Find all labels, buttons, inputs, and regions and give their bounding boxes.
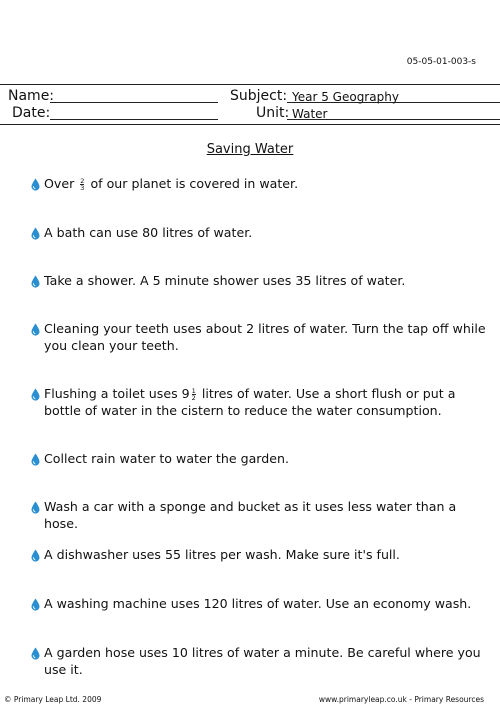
- fact-item: [30, 273, 490, 290]
- name-field[interactable]: [50, 102, 218, 103]
- fact-text: Collect rain water to water the garden.: [44, 451, 289, 466]
- subject-value: Year 5 Geography: [292, 90, 399, 104]
- header-bottom-rule: [0, 124, 500, 125]
- fact-item: [30, 499, 490, 532]
- water-drop-icon: [30, 453, 41, 466]
- fact-text: A washing machine uses 120 litres of water. Use an economy wash.: [44, 596, 472, 611]
- fact-item: [30, 386, 490, 419]
- water-drop-icon: [30, 647, 41, 660]
- header-top-rule: [0, 84, 500, 85]
- water-drop-icon: [30, 227, 41, 240]
- footer-website: www.primaryleap.co.uk - Primary Resources: [318, 695, 484, 704]
- fact-text: Wash a car with a sponge and bucket as it uses less water than a hose.: [44, 499, 457, 531]
- fact-item: [30, 321, 490, 354]
- fact-item: [30, 451, 490, 468]
- water-drop-icon: [30, 388, 41, 401]
- unit-value: Water: [292, 107, 328, 121]
- fact-text: Over $\frac{2}{3}$ of our planet is covered in water.: [44, 176, 299, 192]
- water-drop-icon: [30, 501, 41, 514]
- name-label: Name:: [8, 88, 55, 104]
- fact-text: A dishwasher uses 55 litres per wash. Make sure it's full.: [44, 547, 400, 562]
- footer-copyright: © Primary Leap Ltd. 2009: [4, 695, 102, 704]
- unit-label: Unit:: [256, 105, 290, 121]
- document-code: 05-05-01-003-s: [406, 57, 476, 67]
- subject-field: [287, 102, 500, 103]
- date-label: Date:: [12, 105, 51, 121]
- date-field[interactable]: [50, 119, 218, 120]
- water-drop-icon: [30, 598, 41, 611]
- fact-text: A bath can use 80 litres of water.: [44, 225, 253, 240]
- fact-item: [30, 596, 490, 613]
- fact-text: Flushing a toilet uses 9 $\frac{1}{2}$ litres of water. Use a short flush or put a bottle of water in the cistern to reduce the water consumption.: [44, 386, 456, 418]
- fact-text: Take a shower. A 5 minute shower uses 35 litres of water.: [44, 273, 406, 288]
- water-drop-icon: [30, 178, 41, 191]
- fact-item: [30, 645, 490, 678]
- water-drop-icon: [30, 275, 41, 288]
- fact-text: A garden hose uses 10 litres of water a minute. Be careful where you use it.: [44, 645, 481, 677]
- fraction: $\frac{1}{2}$: [191, 386, 196, 402]
- fraction: $\frac{2}{3}$: [80, 176, 85, 192]
- fact-item: [30, 547, 490, 564]
- unit-field: [287, 119, 500, 120]
- water-drop-icon: [30, 549, 41, 562]
- fact-text: Cleaning your teeth uses about 2 litres of water. Turn the tap off while you clean your teeth.: [44, 321, 486, 353]
- fact-item: [30, 225, 490, 242]
- water-drop-icon: [30, 323, 41, 336]
- fact-item: [30, 176, 490, 193]
- subject-label: Subject:: [230, 88, 288, 104]
- page-title: Saving Water: [206, 142, 294, 157]
